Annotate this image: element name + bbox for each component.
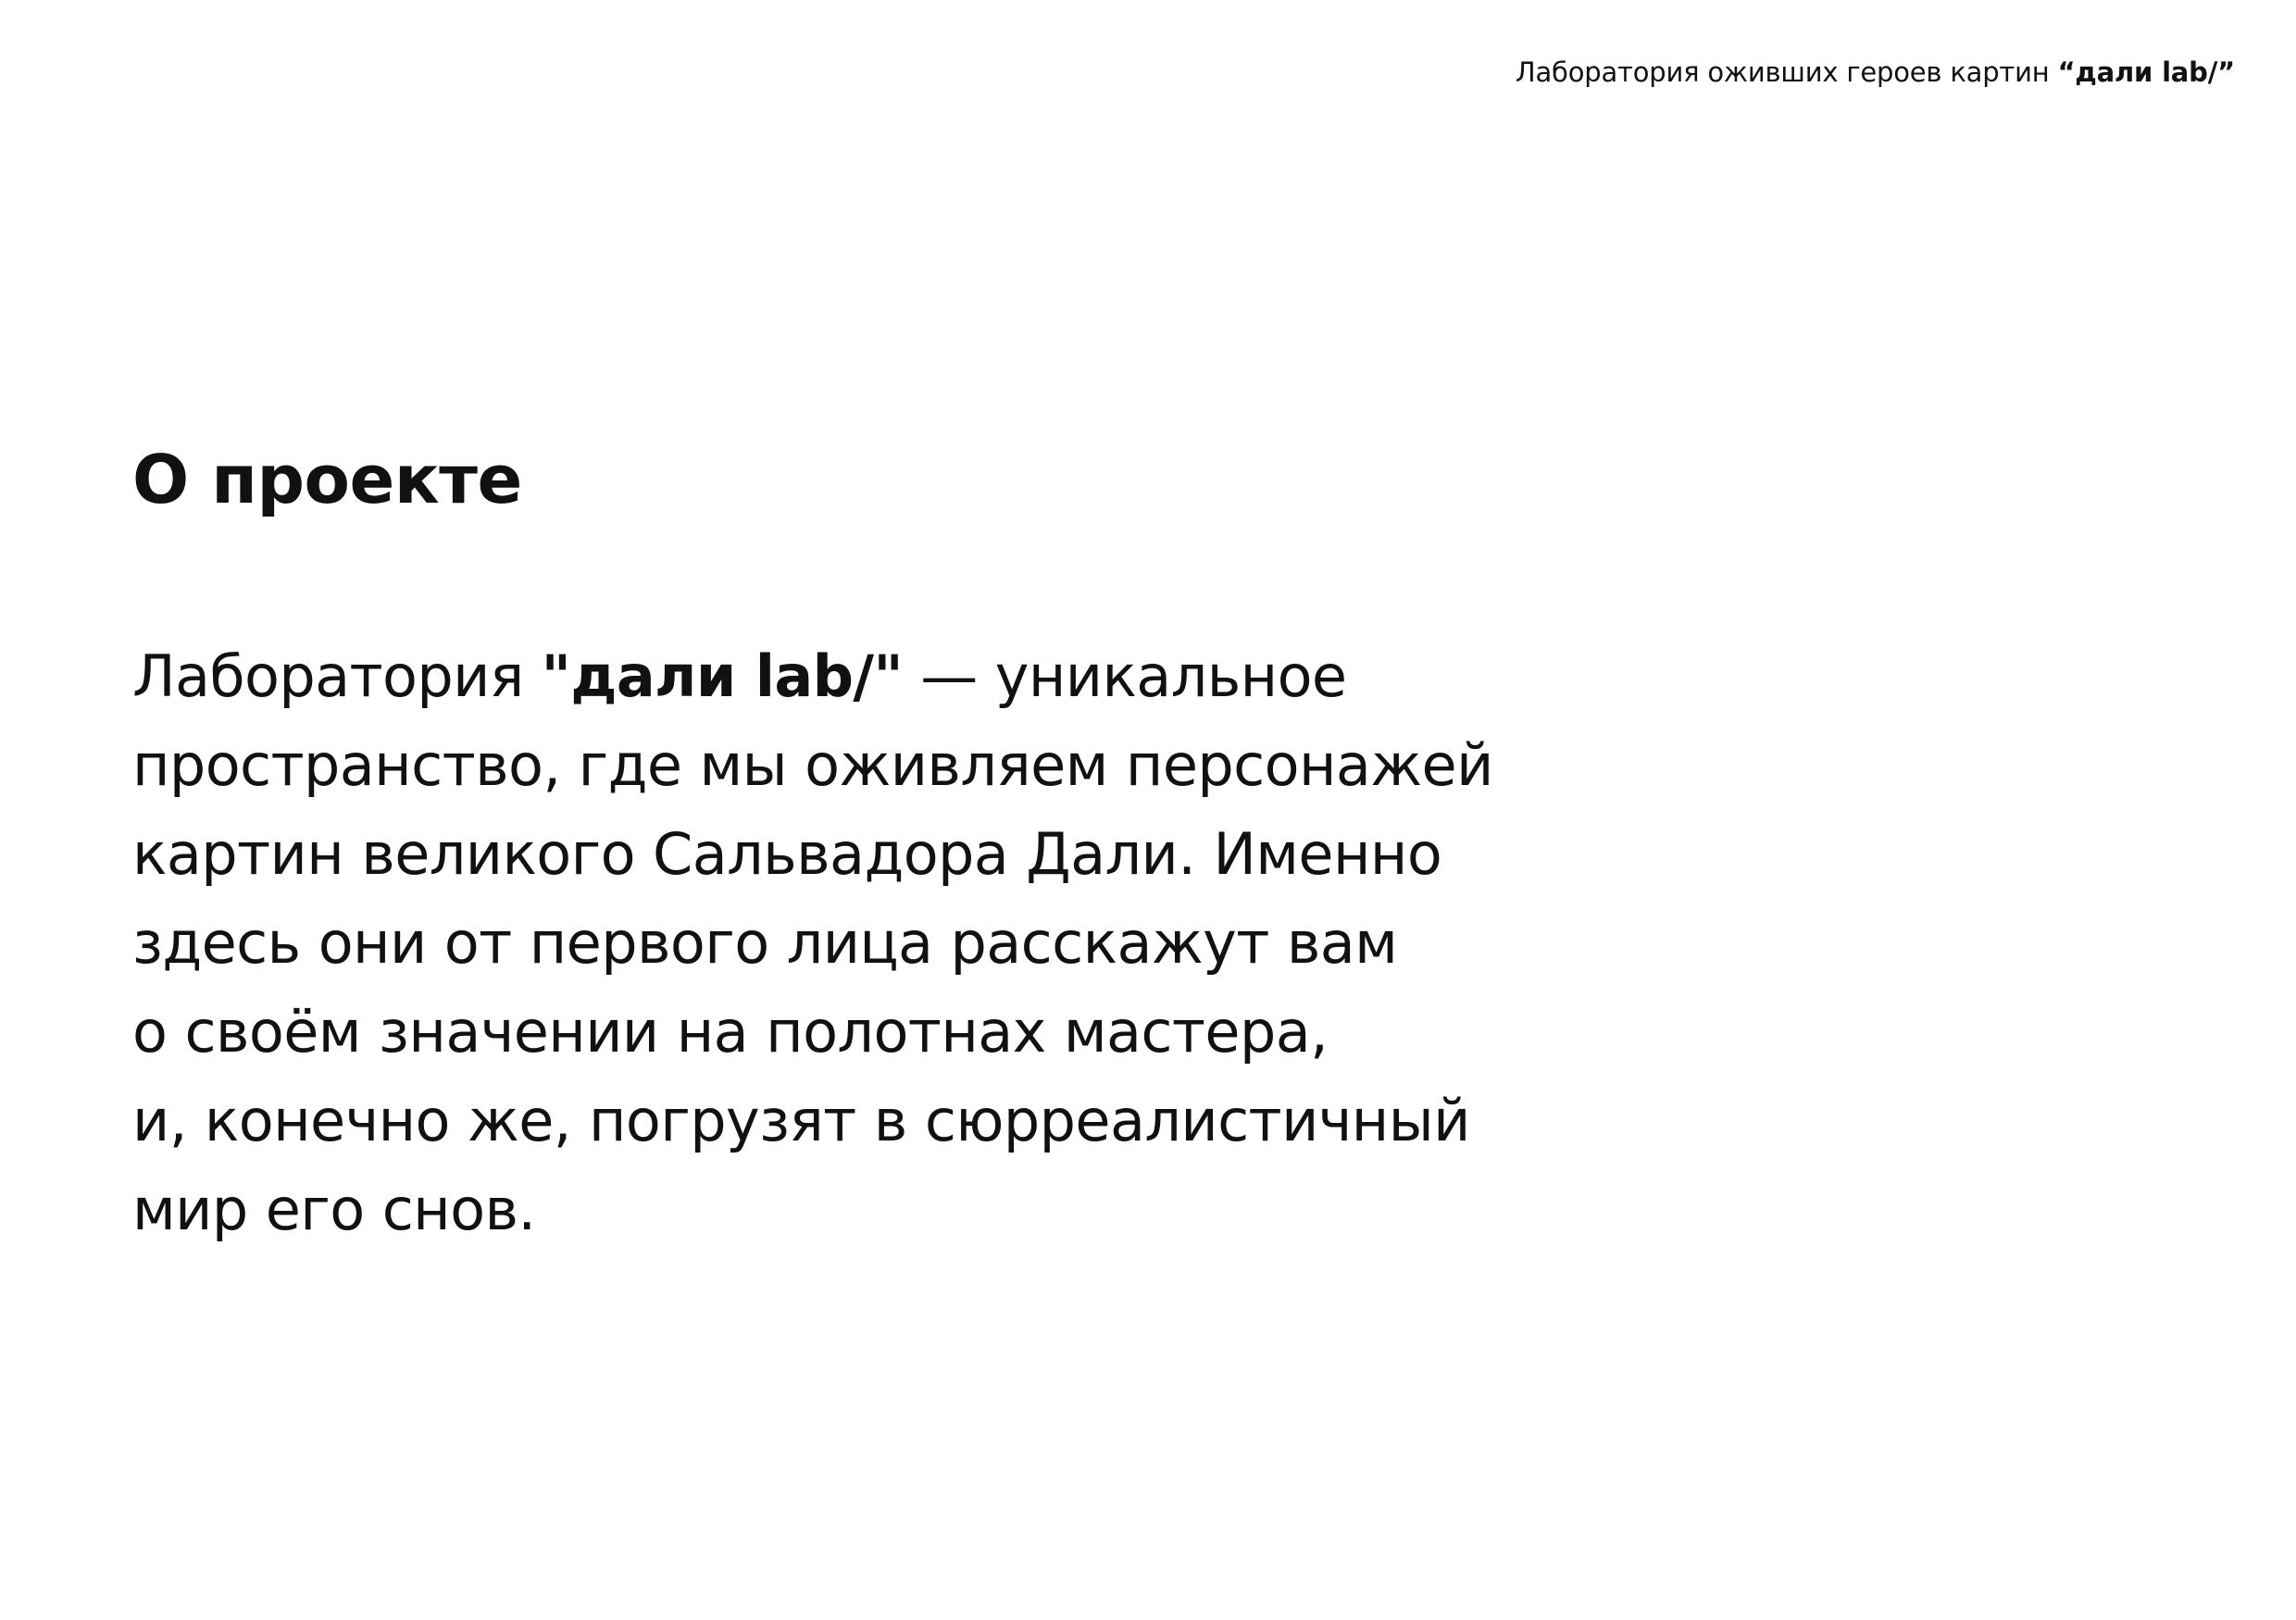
paragraph-line: мир его снов. bbox=[132, 1176, 536, 1243]
brand-name: "дали lab/" bbox=[541, 642, 904, 710]
about-paragraph bbox=[132, 632, 1706, 1254]
header-tagline bbox=[1516, 54, 2235, 91]
intro-suffix: — уникальное bbox=[903, 642, 1347, 710]
page-title: О проекте bbox=[132, 441, 522, 518]
paragraph-line bbox=[132, 632, 1706, 721]
header-tagline-text: Лаборатория оживших героев картин bbox=[1515, 56, 2058, 88]
header-brand-name: “дали lab/” bbox=[2057, 56, 2235, 88]
paragraph-line: здесь они от первого лица расскажут вам bbox=[132, 909, 1398, 977]
intro-prefix: Лаборатория bbox=[132, 642, 542, 710]
paragraph-line: картин великого Сальвадора Дали. Именно bbox=[132, 820, 1442, 888]
paragraph-line: пространство, где мы оживляем персонажей bbox=[132, 731, 1493, 799]
paragraph-line: о своём значении на полотнах мастера, bbox=[132, 998, 1329, 1065]
paragraph-line: и, конечно же, погрузят в сюрреалистичный bbox=[132, 1087, 1470, 1154]
